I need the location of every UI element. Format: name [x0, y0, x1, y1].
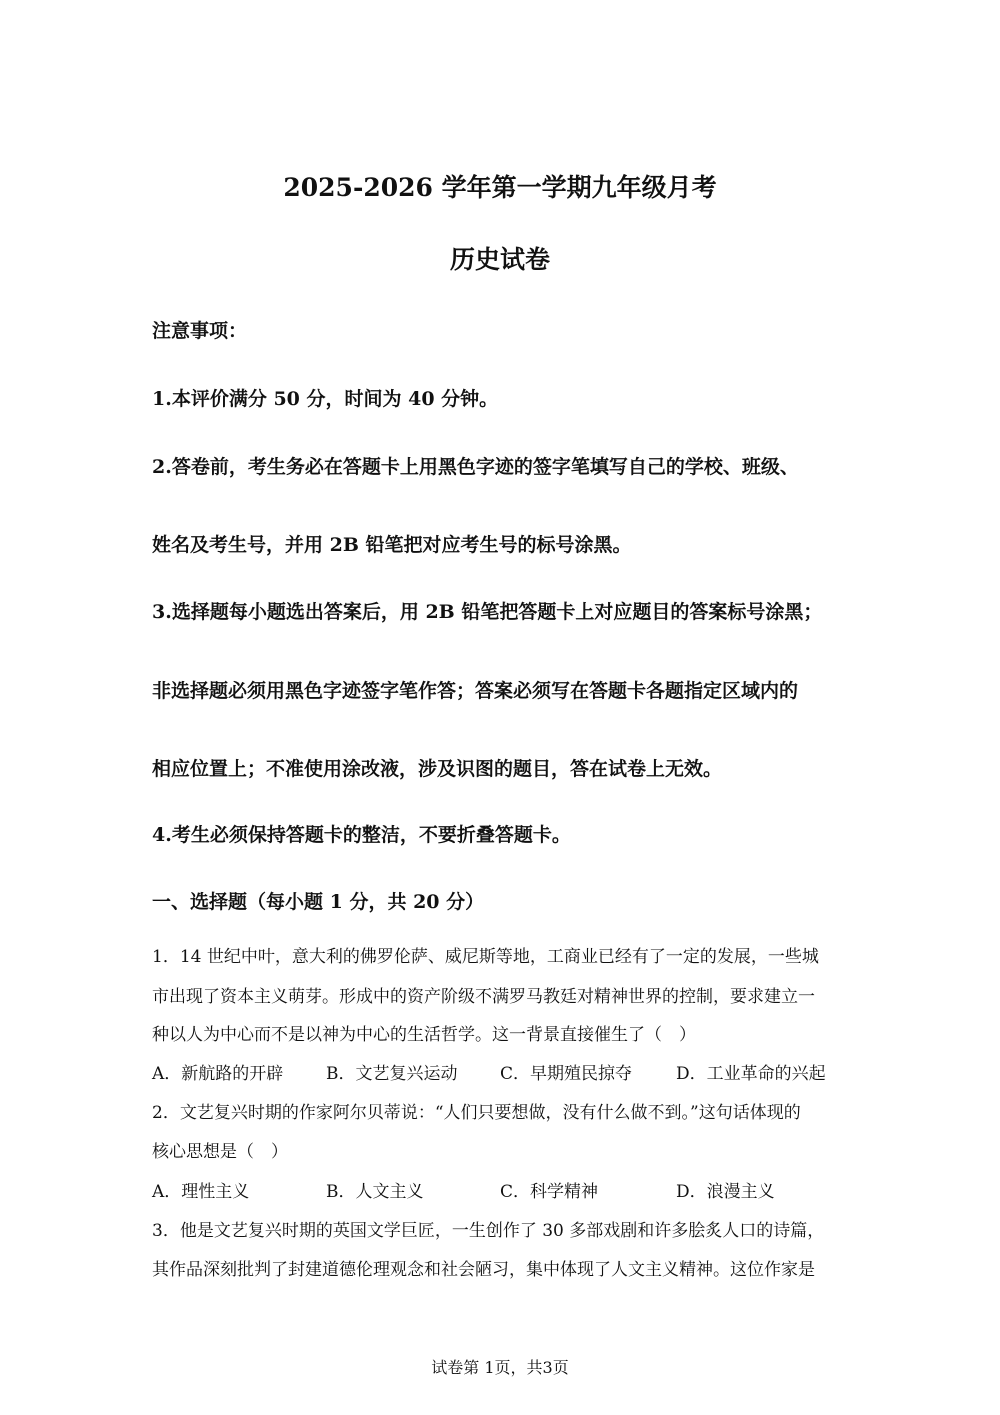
notice-line: 相应位置上；不准使用涂改液，涉及识图的题目，答在试卷上无效。: [152, 758, 723, 780]
option-a: A．理性主义: [152, 1182, 250, 1202]
question-text: 其作品深刻批判了封建道德伦理观念和社会陋习，集中体现了人文主义精神。这位作家是: [152, 1260, 815, 1280]
option-a: A．新航路的开辟: [152, 1064, 284, 1084]
question-text: 种以人为中心而不是以神为中心的生活哲学。这一背景直接催生了（ ）: [152, 1025, 696, 1045]
notice-line: 姓名及考生号，并用 2B 铅笔把对应考生号的标号涂黑。: [152, 534, 632, 556]
option-d: D．工业革命的兴起: [676, 1064, 826, 1084]
exam-title: 2025-2026 学年第一学期九年级月考: [283, 173, 717, 202]
question-text: 3．他是文艺复兴时期的英国文学巨匠，一生创作了 30 多部戏剧和许多脍炙人口的诗篇，: [152, 1221, 825, 1241]
question-text: 2．文艺复兴时期的作家阿尔贝蒂说：“人们只要想做，没有什么做不到。”这句话体现的: [152, 1103, 801, 1123]
section-heading: 一、选择题（每小题 1 分，共 20 分）: [152, 891, 485, 913]
exam-subject: 历史试卷: [449, 245, 550, 274]
notice-line: 3.选择题每小题选出答案后，用 2B 铅笔把答题卡上对应题目的答案标号涂黑；: [152, 601, 823, 623]
question-text: 市出现了资本主义萌芽。形成中的资产阶级不满罗马教廷对精神世界的控制，要求建立一: [152, 987, 815, 1007]
notice-line: 4.考生必须保持答题卡的整洁，不要折叠答题卡。: [152, 824, 571, 846]
notice-heading: 注意事项：: [152, 320, 248, 342]
option-c: C．早期殖民掠夺: [500, 1064, 633, 1084]
page-footer: 试卷第 1页，共3页: [431, 1358, 569, 1377]
notice-line: 2.答卷前，考生务必在答题卡上用黑色字迹的签字笔填写自己的学校、班级、: [152, 456, 799, 478]
option-b: B．人文主义: [326, 1182, 424, 1202]
option-b: B．文艺复兴运动: [326, 1064, 458, 1084]
question-text: 1．14 世纪中叶，意大利的佛罗伦萨、威尼斯等地，工商业已经有了一定的发展，一些城: [152, 947, 819, 967]
option-d: D．浪漫主义: [676, 1182, 775, 1202]
option-c: C．科学精神: [500, 1182, 599, 1202]
notice-line: 非选择题必须用黑色字迹签字笔作答；答案必须写在答题卡各题指定区域内的: [152, 680, 799, 702]
question-text: 核心思想是（ ）: [152, 1142, 288, 1162]
notice-line: 1.本评价满分 50 分，时间为 40 分钟。: [152, 388, 499, 410]
